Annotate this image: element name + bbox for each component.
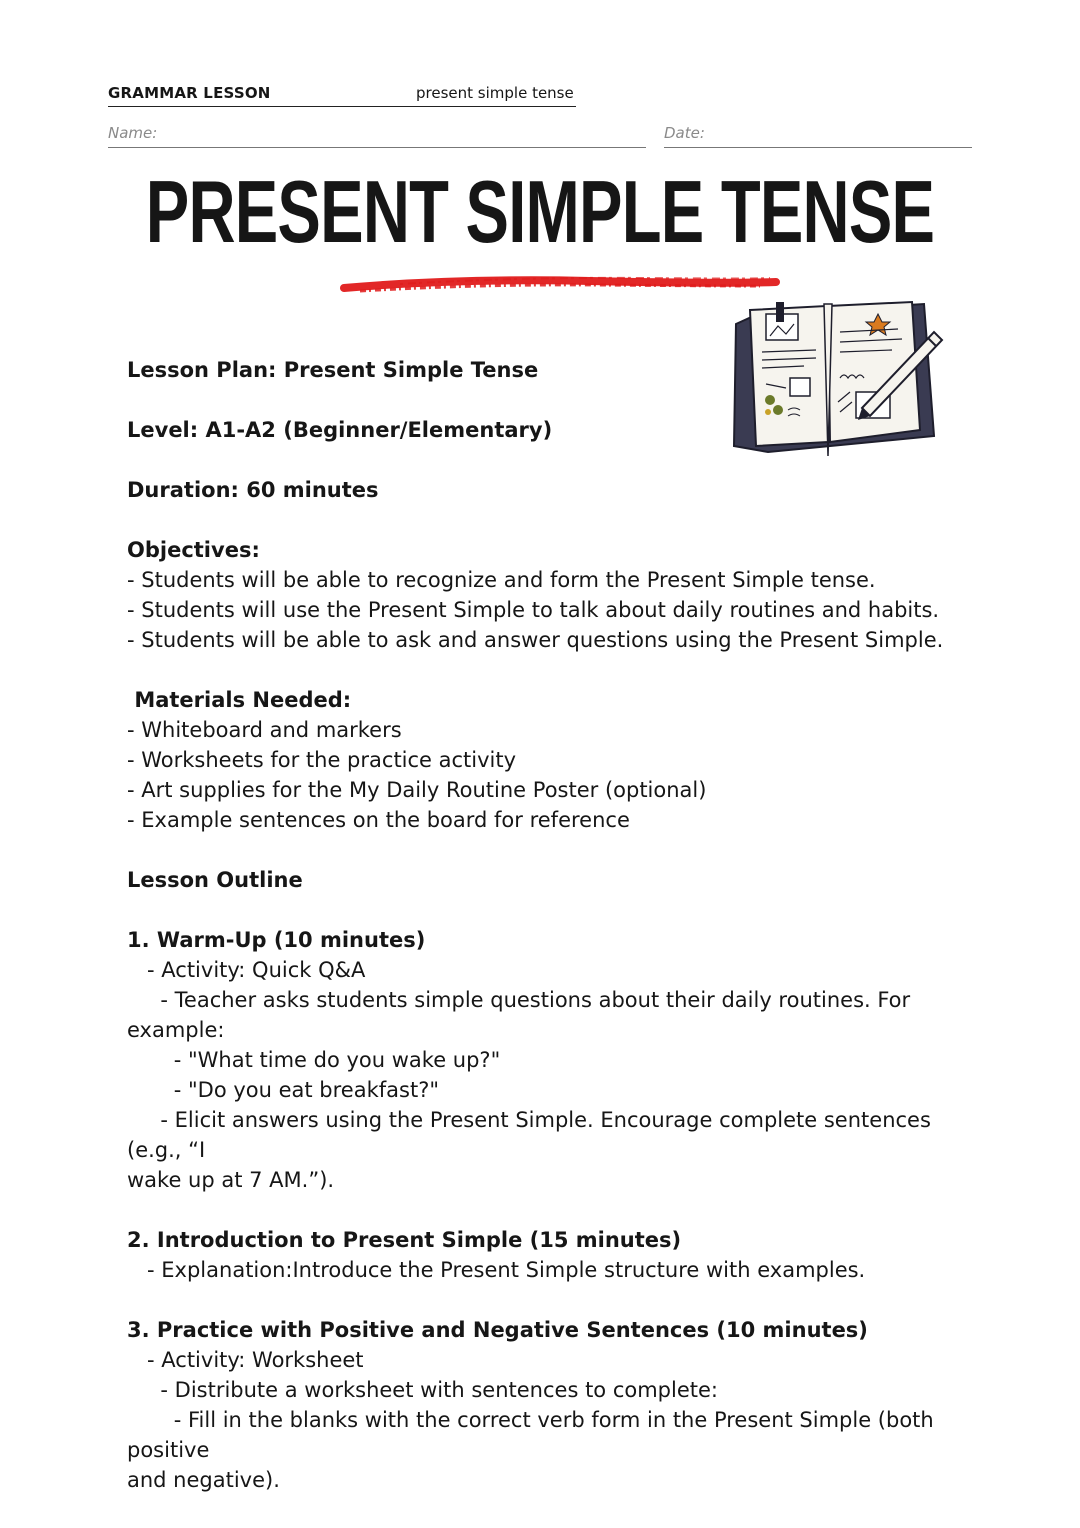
section-1-line: - "What time do you wake up?" <box>127 1048 501 1072</box>
section-3-line: - Fill in the blanks with the correct verb form in the Present Simple (both positive <box>127 1408 941 1462</box>
lesson-duration: Duration: 60 minutes <box>127 478 379 502</box>
objectives-heading: Objectives: <box>127 538 260 562</box>
objective-item: - Students will be able to ask and answer questions using the Present Simple. <box>127 628 944 652</box>
section-1-line: - "Do you eat breakfast?" <box>127 1078 439 1102</box>
header-topic: present simple tense <box>416 84 574 102</box>
page-title: PRESENT SIMPLE TENSE <box>145 162 935 261</box>
section-2-line: - Explanation:Introduce the Present Simple structure with examples. <box>127 1258 866 1282</box>
section-1-line: - Elicit answers using the Present Simple. Encourage complete sentences (e.g., “I <box>127 1108 938 1162</box>
red-brush-stroke-icon <box>340 272 780 298</box>
section-3-line: and negative). <box>127 1468 280 1492</box>
section-3-line: - Distribute a worksheet with sentences to complete: <box>127 1378 718 1402</box>
lesson-plan-title: Lesson Plan: Present Simple Tense <box>127 358 539 382</box>
material-item: - Example sentences on the board for reference <box>127 808 630 832</box>
header-label: GRAMMAR LESSON <box>108 84 271 102</box>
objective-item: - Students will be able to recognize and form the Present Simple tense. <box>127 568 876 592</box>
objective-item: - Students will use the Present Simple to talk about daily routines and habits. <box>127 598 940 622</box>
name-field[interactable] <box>108 147 646 148</box>
section-3-line: - Activity: Worksheet <box>127 1348 364 1372</box>
material-item: - Whiteboard and markers <box>127 718 402 742</box>
date-label: Date: <box>664 124 705 142</box>
section-1-line: - Activity: Quick Q&A <box>127 958 366 982</box>
header-divider <box>108 106 576 107</box>
lesson-content <box>127 355 987 1495</box>
section-1-heading: 1. Warm-Up (10 minutes) <box>127 928 426 952</box>
material-item: - Worksheets for the practice activity <box>127 748 517 772</box>
name-label: Name: <box>108 124 158 142</box>
date-field[interactable] <box>664 147 972 148</box>
section-1-line: - Teacher asks students simple questions about their daily routines. For example: <box>127 988 917 1042</box>
section-3-heading: 3. Practice with Positive and Negative Sentences (10 minutes) <box>127 1318 868 1342</box>
lesson-level: Level: A1-A2 (Beginner/Elementary) <box>127 418 553 442</box>
outline-heading: Lesson Outline <box>127 868 303 892</box>
materials-heading: Materials Needed: <box>127 688 352 712</box>
material-item: - Art supplies for the My Daily Routine Poster (optional) <box>127 778 707 802</box>
section-2-heading: 2. Introduction to Present Simple (15 minutes) <box>127 1228 682 1252</box>
section-1-line: wake up at 7 AM.”). <box>127 1168 335 1192</box>
